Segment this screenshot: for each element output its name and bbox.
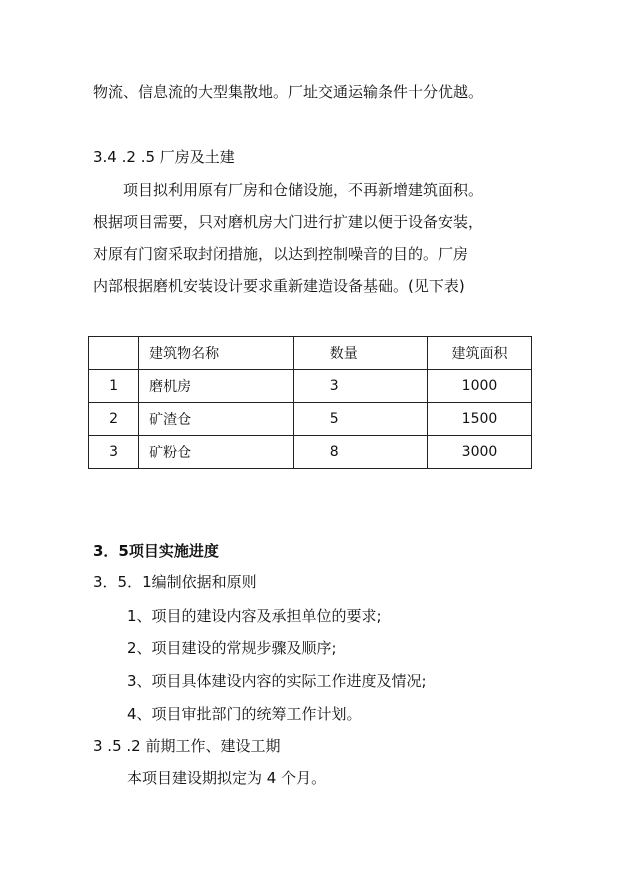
table-cell: 2 [89,403,139,436]
principle-list-item: 2、项目建设的常规步骤及顺序; [127,639,337,657]
principle-list-item: 1、项目的建设内容及承担单位的要求; [127,607,382,625]
section-35-heading: 3．5项目实施进度 [93,542,219,560]
table-cell: 1 [89,370,139,403]
table-header-cell: 建筑物名称 [139,337,294,370]
section-3425-line: 根据项目需要，只对磨机房大门进行扩建以便于设备安装， [93,213,484,231]
section-3425-heading: 3.4 .2 .5 厂房及土建 [93,148,235,166]
table-cell: 3 [293,370,427,403]
table-cell: 1500 [427,403,531,436]
table-cell: 8 [293,436,427,469]
table-cell: 矿粉仓 [139,436,294,469]
section-3425-line: 项目拟利用原有厂房和仓储设施，不再新增建筑面积。 [123,181,484,199]
section-351-heading: 3．5．1编制依据和原则 [93,573,257,591]
table-cell: 3 [89,436,139,469]
principle-list-item: 3、项目具体建设内容的实际工作进度及情况; [127,672,427,690]
table-cell: 3000 [427,436,531,469]
building-table [88,336,532,469]
table-header-cell: 数量 [293,337,427,370]
principle-list-item: 4、项目审批部门的统筹工作计划。 [127,705,362,723]
table-cell: 矿渣仓 [139,403,294,436]
table-header-row [89,337,532,370]
table-header-cell [89,337,139,370]
table-row [89,370,532,403]
table-cell: 5 [293,403,427,436]
table-row [89,436,532,469]
section-352-heading: 3 .5 .2 前期工作、建设工期 [93,737,281,755]
table-cell: 1000 [427,370,531,403]
construction-period-text: 本项目建设期拟定为 4 个月。 [127,769,327,787]
section-3425-line: 对原有门窗采取封闭措施，以达到控制噪音的目的。厂房 [93,245,469,263]
section-3425-line: 内部根据磨机安装设计要求重新建造设备基础。(见下表) [93,277,465,295]
paragraph-continuation: 物流、信息流的大型集散地。厂址交通运输条件十分优越。 [93,83,484,101]
table-header-cell: 建筑面积 [427,337,531,370]
table-cell: 磨机房 [139,370,294,403]
table-row [89,403,532,436]
